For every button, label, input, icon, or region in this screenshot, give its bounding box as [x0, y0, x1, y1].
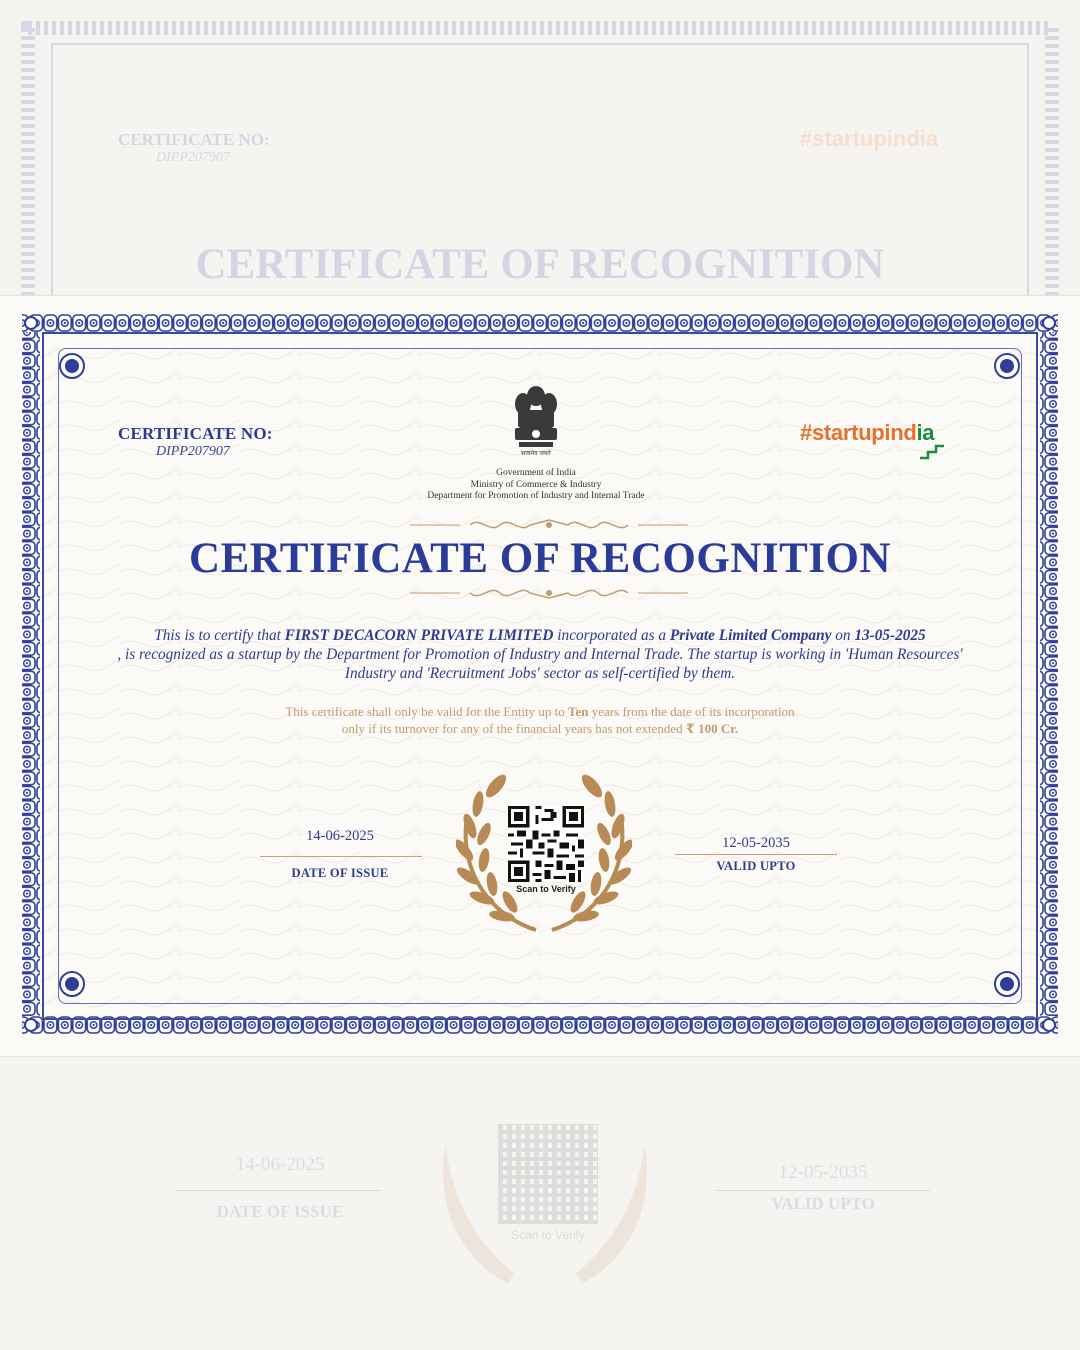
- startupindia-logo: [800, 420, 934, 446]
- ghost-scan-label: Scan to Verify: [510, 1228, 586, 1242]
- issue-date-value: 14-06-2025: [306, 828, 374, 844]
- ghost-issue-date: 14-06-2025: [235, 1154, 325, 1175]
- certificate-number-label: CERTIFICATE NO:: [118, 424, 273, 443]
- corner-medallion-icon: [58, 352, 86, 380]
- page-title: CERTIFICATE OF RECOGNITION: [189, 535, 891, 582]
- scan-to-verify-label: Scan to Verify: [516, 884, 576, 894]
- startup-stair-icon: [918, 442, 946, 460]
- ghost-wreath-icon: [430, 1072, 660, 1302]
- ghost-issue-label: DATE OF ISSUE: [216, 1202, 344, 1221]
- ghost-cert-no-label: CERTIFICATE NO:: [118, 130, 270, 149]
- corner-medallion-icon: [993, 970, 1021, 998]
- validity-part2: years from the date of its incorporation: [588, 704, 795, 719]
- ornament-divider-icon: [410, 584, 688, 602]
- validity-part1: This certificate shall only be valid for the Entity up to: [285, 704, 569, 719]
- validity-part3: only if its turnover for any of the financial years has not extended: [341, 720, 686, 736]
- corner-medallion-icon: [993, 352, 1021, 380]
- ghost-cert-no-value: DIPP207907: [156, 150, 230, 165]
- turnover-amount: ₹ 100 Cr.: [685, 720, 739, 736]
- background-faded-top: [0, 0, 1080, 300]
- ghost-title: CERTIFICATE OF RECOGNITION: [195, 241, 885, 288]
- ghost-border: [0, 0, 1080, 300]
- government-heading: [415, 468, 657, 503]
- corner-medallion-icon: [58, 970, 86, 998]
- validity-years: Ten: [568, 704, 589, 719]
- ghost-issue-line: [176, 1190, 382, 1191]
- company-type: Private Limited Company: [669, 627, 832, 644]
- qr-code-icon[interactable]: [508, 806, 584, 882]
- certification-statement: [110, 626, 970, 683]
- ornament-divider-icon: [410, 516, 688, 534]
- gov-line-3: Department for Promotion of Industry and Internal Trade: [427, 491, 645, 501]
- ghost-brand: #startupindia: [800, 126, 939, 151]
- ashoka-emblem-icon: [505, 382, 567, 458]
- valid-upto-value: 12-05-2035: [722, 835, 790, 851]
- brand-ia: ia: [916, 420, 935, 445]
- valid-upto-label: VALID UPTO: [716, 859, 796, 873]
- body-on: on: [831, 627, 855, 644]
- gov-line-2: Ministry of Commerce & Industry: [470, 479, 602, 490]
- body-rest: , is recognized as a startup by the Department for Promotion of Industry and Internal Trade. The startup is working in 'Human Resources' Industry and 'Recruitment Jobs' sector as self-certified by them.: [117, 646, 963, 682]
- background-faded-bottom: [0, 1058, 1080, 1350]
- issue-date-label: DATE OF ISSUE: [291, 866, 389, 880]
- valid-upto-line: [675, 854, 837, 855]
- ghost-qr: [498, 1124, 598, 1224]
- company-name: FIRST DECACORN PRIVATE LIMITED: [284, 627, 554, 644]
- brand-startup: startupind: [811, 420, 917, 445]
- body-intro: This is to certify that: [154, 627, 285, 644]
- ghost-valid-line: [716, 1190, 930, 1191]
- validity-statement: [200, 704, 880, 737]
- brand-hash: #: [800, 420, 812, 445]
- ghost-valid-date: 12-05-2035: [778, 1162, 868, 1183]
- certificate-number-value: DIPP207907: [156, 444, 230, 459]
- certificate-card: [0, 296, 1080, 1056]
- issue-date-line: [260, 856, 422, 857]
- ghost-valid-label: VALID UPTO: [771, 1194, 875, 1213]
- incorporation-date: 13-05-2025: [854, 627, 926, 644]
- body-incorporated: incorporated as a: [553, 627, 670, 644]
- gov-line-1: Government of India: [496, 468, 576, 478]
- svg-text:सत्यमेव जयते: सत्यमेव जयते: [521, 450, 551, 457]
